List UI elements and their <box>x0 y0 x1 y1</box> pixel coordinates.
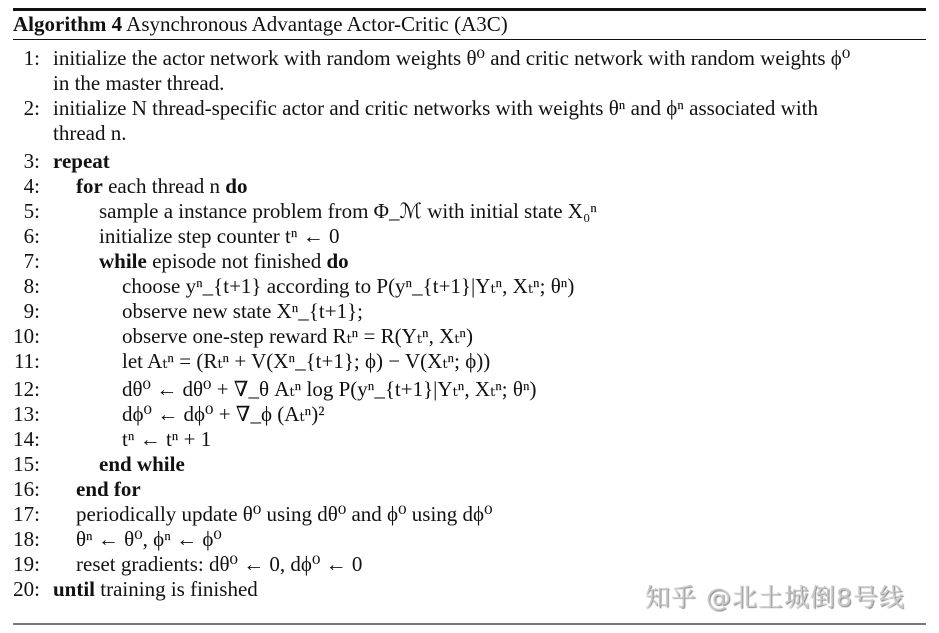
line-text <box>76 174 247 199</box>
keyword: for <box>76 174 103 198</box>
line-text <box>53 149 110 174</box>
line-text <box>122 324 473 349</box>
line-number: 10: <box>13 324 40 348</box>
line-text <box>53 46 850 71</box>
line-text <box>122 299 363 324</box>
keyword: end for <box>76 477 141 501</box>
line-text <box>122 274 574 299</box>
algorithm-caption <box>13 10 508 38</box>
line-number: 6: <box>23 224 40 248</box>
keyword: while <box>99 249 147 273</box>
line-number: 18: <box>13 527 40 551</box>
statement: choose yⁿ_{t+1} according to P(yⁿ_{t+1}|Yₜⁿ, Xₜⁿ; θⁿ) <box>122 274 575 298</box>
line-number: 11: <box>13 349 40 373</box>
keyword: do <box>225 174 248 198</box>
line-text <box>53 71 224 96</box>
line-number: 19: <box>13 552 40 576</box>
watermark: 知乎 @北土城倒8号线 <box>645 583 905 612</box>
line-number: 9: <box>23 299 40 323</box>
line-number: 16: <box>13 477 40 501</box>
statement: episode not finished <box>152 249 322 273</box>
statement: each thread n <box>108 174 221 198</box>
statement: initialize N thread-specific actor and critic networks with weights θⁿ and ϕⁿ associated with <box>53 96 819 120</box>
keyword: end while <box>99 452 185 476</box>
line-text <box>99 199 597 224</box>
statement: observe new state Xⁿ_{t+1}; <box>122 299 363 323</box>
line-number: 1: <box>23 46 40 70</box>
line-number: 20: <box>13 577 40 601</box>
line-text <box>76 502 493 527</box>
line-text <box>76 552 362 577</box>
statement: in the master thread. <box>53 71 225 95</box>
line-number: 8: <box>23 274 40 298</box>
statement: training is finished <box>100 577 258 601</box>
statement: θⁿ ← θ⁰, ϕⁿ ← ϕ⁰ <box>76 527 222 551</box>
line-number: 13: <box>13 402 40 426</box>
line-text <box>122 377 537 402</box>
statement: sample a instance problem from Φ_ℳ with initial state X₀ⁿ <box>99 199 597 223</box>
line-text <box>76 477 141 502</box>
statement: initialize the actor network with random weights θ⁰ and critic network with random weights ϕ⁰ <box>53 46 851 70</box>
line-text <box>99 249 349 274</box>
statement: dθ⁰ ← dθ⁰ + ∇_θ Aₜⁿ log P(yⁿ_{t+1}|Yₜⁿ, Xₜⁿ; θⁿ) <box>122 377 537 401</box>
line-text <box>122 349 490 374</box>
line-number: 15: <box>13 452 40 476</box>
statement: reset gradients: dθ⁰ ← 0, dϕ⁰ ← 0 <box>76 552 363 576</box>
line-number: 2: <box>23 96 40 120</box>
statement: initialize step counter tⁿ ← 0 <box>99 224 340 248</box>
line-text <box>53 121 126 146</box>
line-text <box>53 577 258 602</box>
keyword: until <box>53 577 96 601</box>
statement: observe one-step reward Rₜⁿ = R(Yₜⁿ, Xₜⁿ) <box>122 324 474 348</box>
line-text <box>53 96 818 121</box>
line-text <box>99 224 339 249</box>
line-number: 12: <box>13 377 40 401</box>
line-text <box>122 402 325 427</box>
algorithm-label: Algorithm 4 <box>13 12 123 36</box>
line-text <box>76 527 222 552</box>
algorithm-title: Asynchronous Advantage Actor-Critic (A3C) <box>126 12 508 36</box>
statement: dϕ⁰ ← dϕ⁰ + ∇_ϕ (Aₜⁿ)² <box>122 402 325 426</box>
keyword: do <box>326 249 349 273</box>
statement: thread n. <box>53 121 127 145</box>
line-number: 5: <box>23 199 40 223</box>
line-number: 14: <box>13 427 40 451</box>
header-rule <box>13 39 926 40</box>
statement: periodically update θ⁰ using dθ⁰ and ϕ⁰ using dϕ⁰ <box>76 502 493 526</box>
line-number: 17: <box>13 502 40 526</box>
bottom-rule <box>13 623 926 625</box>
line-text <box>122 427 211 452</box>
line-number: 7: <box>23 249 40 273</box>
statement: let Aₜⁿ = (Rₜⁿ + V(Xⁿ_{t+1}; ϕ) − V(Xₜⁿ; ϕ)) <box>122 349 491 373</box>
line-number: 4: <box>23 174 40 198</box>
line-number: 3: <box>23 149 40 173</box>
line-text <box>99 452 185 477</box>
statement: tⁿ ← tⁿ + 1 <box>122 427 212 451</box>
keyword: repeat <box>53 149 110 173</box>
